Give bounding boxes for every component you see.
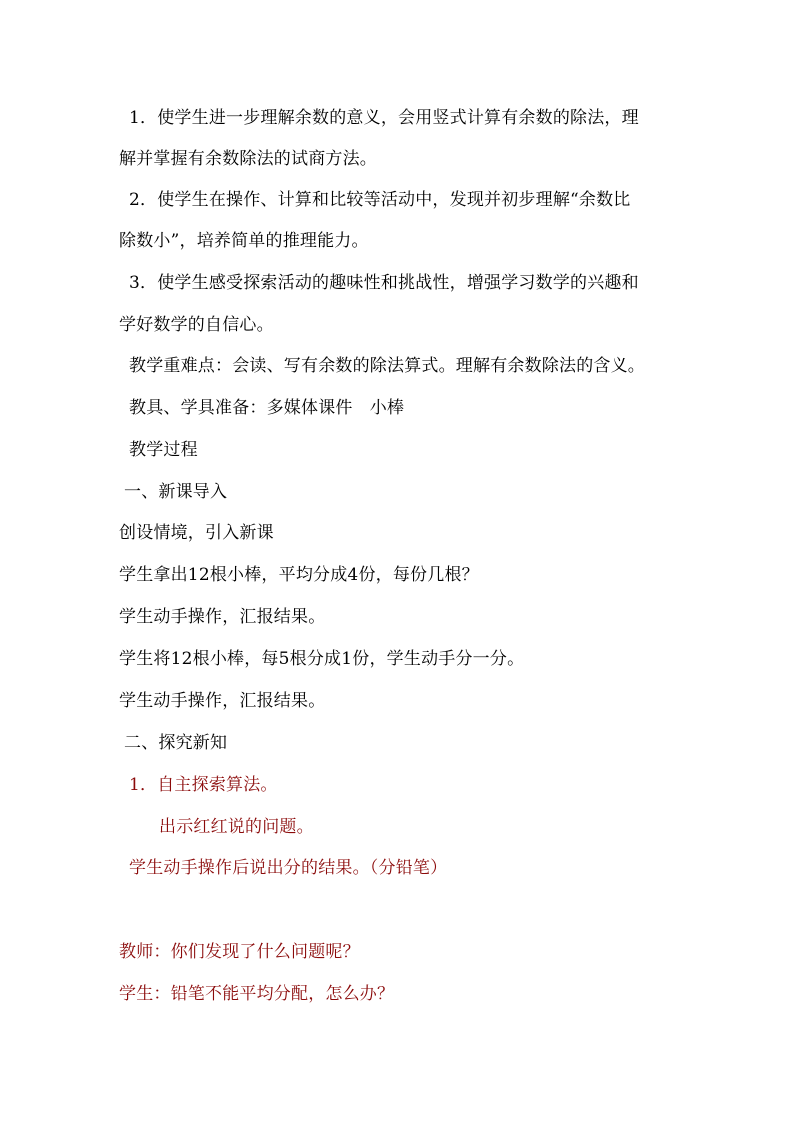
dialogue-teacher: 教师：你们发现了什么问题呢？ xyxy=(119,942,360,962)
objective-3-line-2: 学好数学的自信心。 xyxy=(119,315,274,335)
section-2-sub-1-action: 学生动手操作后说出分的结果。（分铅笔） xyxy=(129,858,448,878)
section-2-sub-1-detail: 出示红红说的问题。 xyxy=(159,817,314,837)
section-1-line-2: 学生拿出12根小棒，平均分成4份，每份几根？ xyxy=(119,565,479,585)
objective-1-line-2: 解并掌握有余数除法的试商方法。 xyxy=(119,149,377,169)
section-1-line-4: 学生将12根小棒，每5根分成1份，学生动手分一分。 xyxy=(119,649,525,669)
section-2-heading: 二、探究新知 xyxy=(124,733,228,753)
objective-3-line-1: 3．使学生感受探索活动的趣味性和挑战性，增强学习数学的兴趣和 xyxy=(129,273,639,293)
key-points: 教学重难点：会读、写有余数的除法算式。理解有余数除法的含义。 xyxy=(129,356,645,376)
section-1-line-1: 创设情境，引入新课 xyxy=(119,523,274,543)
objective-1-line-1: 1．使学生进一步理解余数的意义，会用竖式计算有余数的除法，理 xyxy=(129,108,639,128)
teaching-tools: 教具、学具准备：多媒体课件 小棒 xyxy=(129,398,405,418)
process-heading: 教学过程 xyxy=(129,440,198,460)
section-1-line-5: 学生动手操作，汇报结果。 xyxy=(119,691,326,711)
objective-2-line-1: 2．使学生在操作、计算和比较等活动中，发现并初步理解“余数比 xyxy=(129,190,631,210)
section-2-sub-1: 1．自主探索算法。 xyxy=(129,775,278,795)
section-1-heading: 一、新课导入 xyxy=(124,482,228,502)
section-1-line-3: 学生动手操作，汇报结果。 xyxy=(119,607,326,627)
objective-2-line-2: 除数小”，培养简单的推理能力。 xyxy=(119,231,369,251)
dialogue-student: 学生：铅笔不能平均分配，怎么办？ xyxy=(119,984,395,1004)
